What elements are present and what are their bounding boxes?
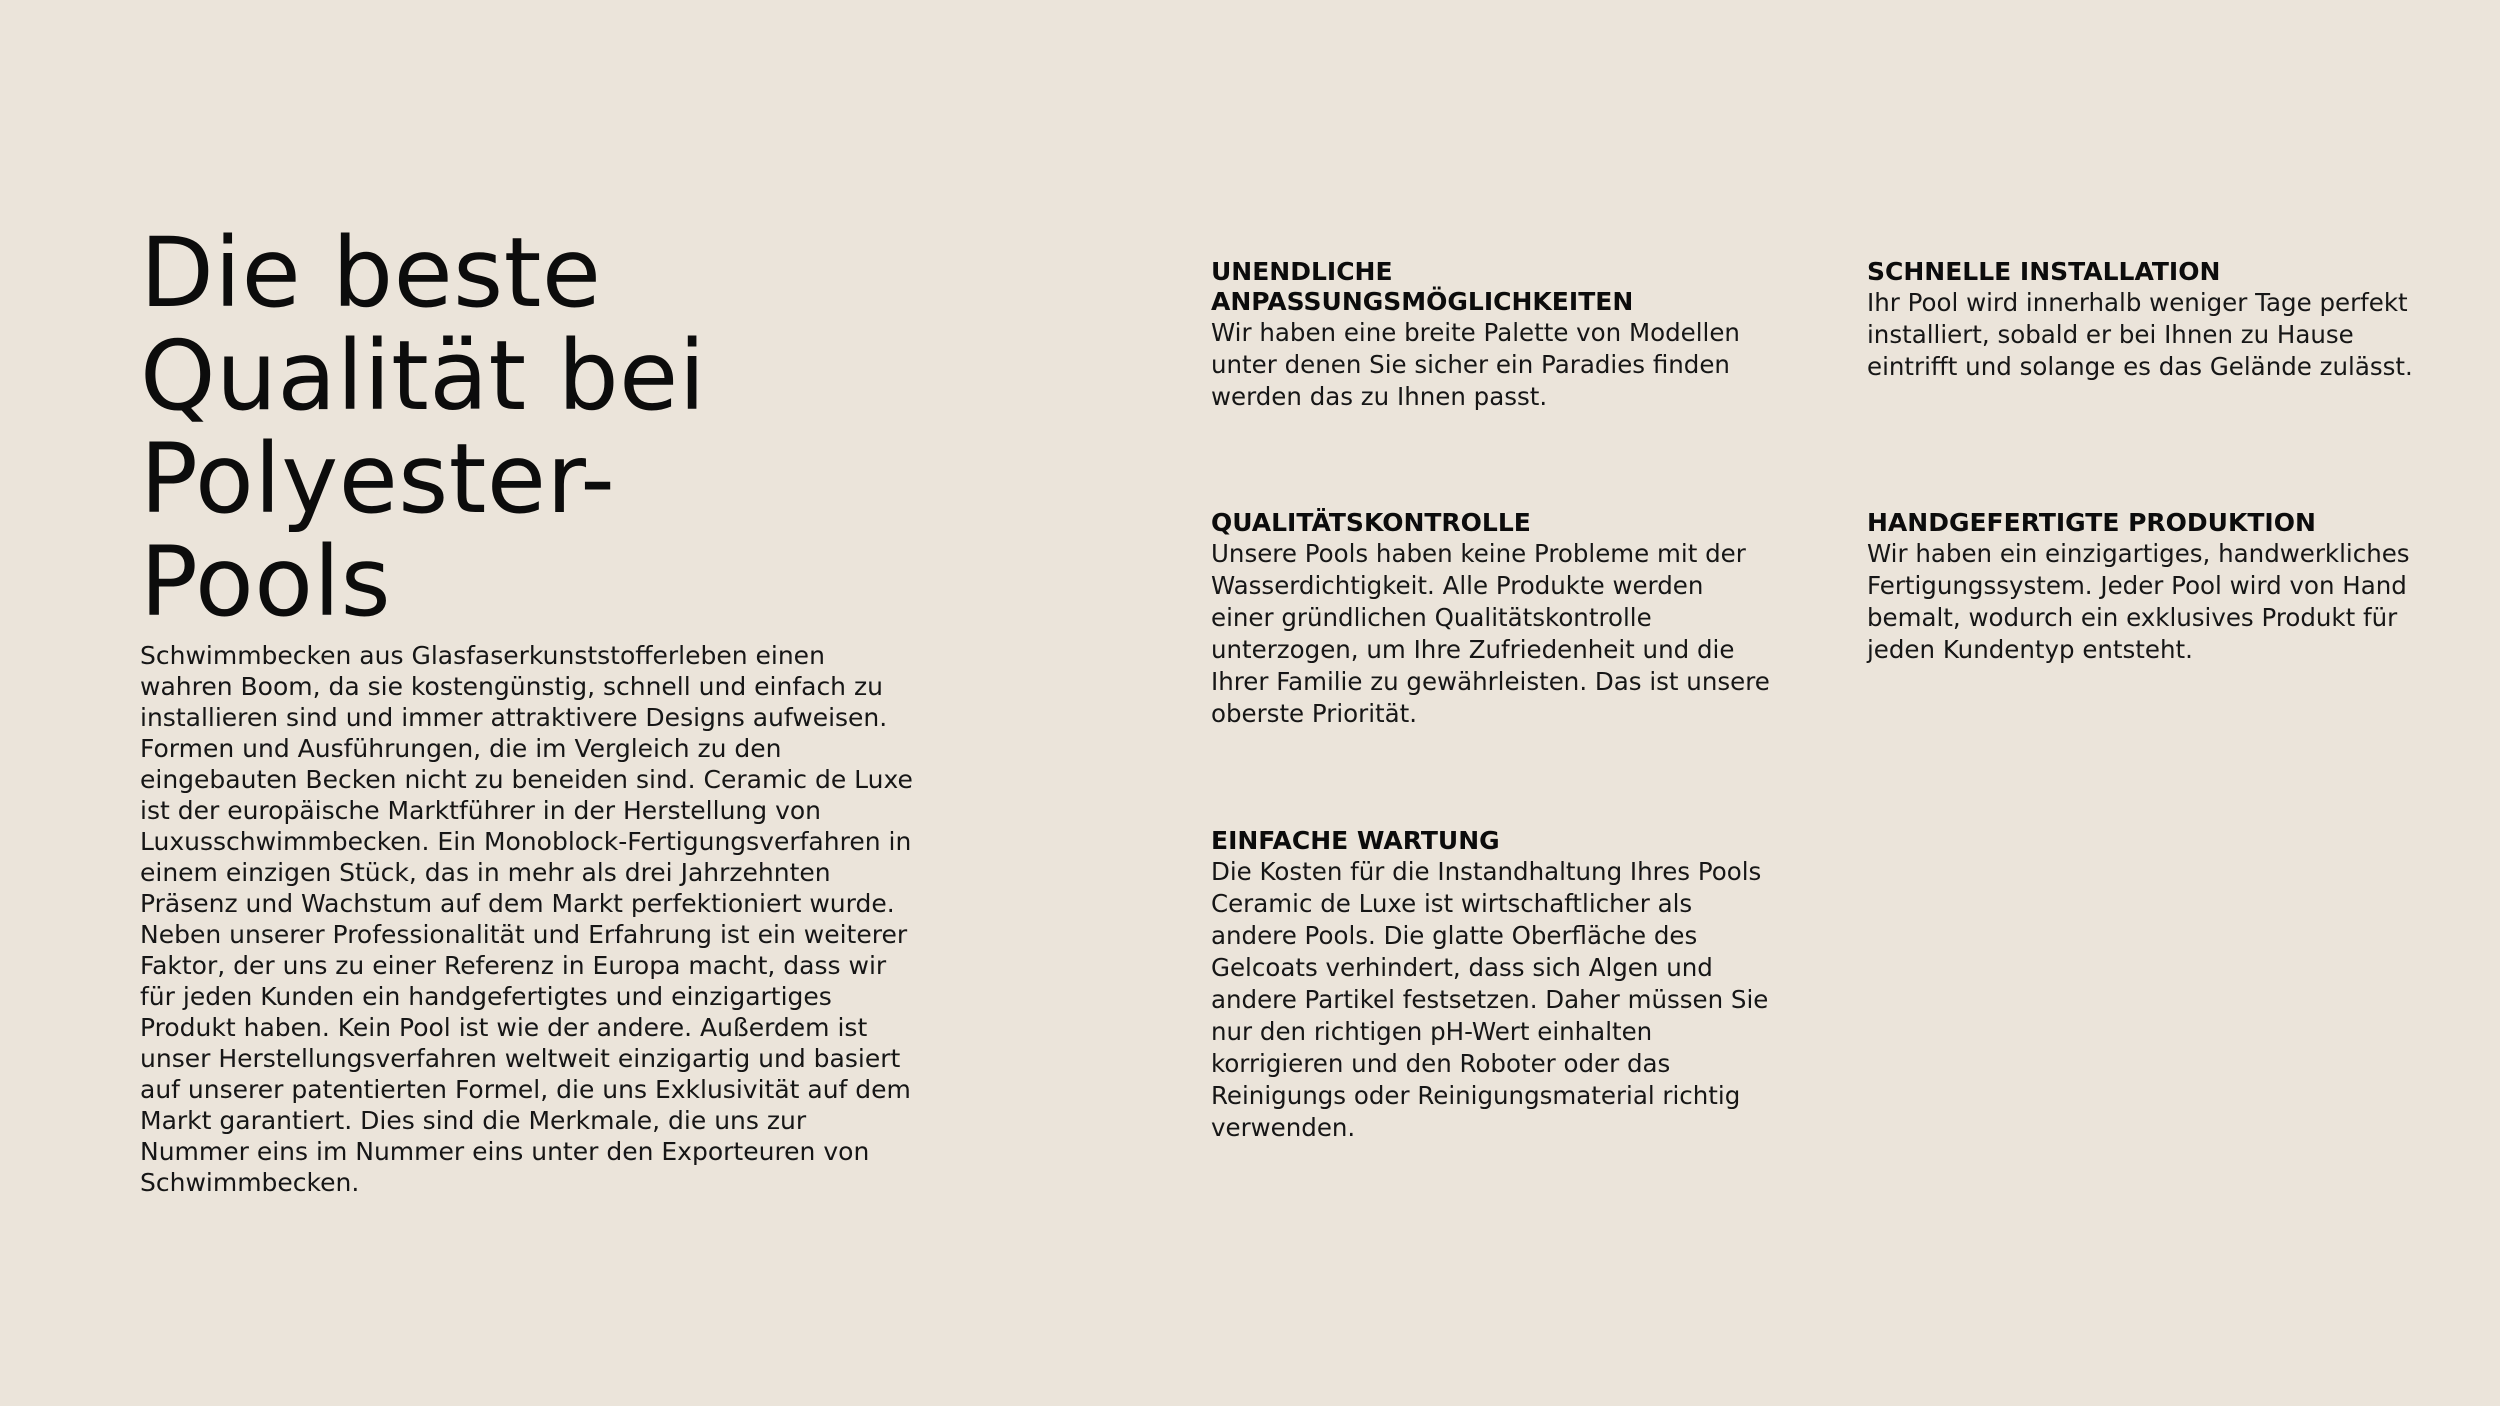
feature-text: Wir haben ein einzigartiges, handwerkliches Fertigungssystem. Jeder Pool wird von Hand bemalt, wodurch ein exklusives Produkt für jeden Kundentyp entsteht. — [1867, 539, 2410, 664]
feature-title: HANDGEFERTIGTE PRODUKTION — [1867, 508, 2316, 537]
feature-title: UNENDLICHE ANPASSUNGSMÖGLICHKEITEN — [1211, 257, 1634, 316]
feature-title: SCHNELLE INSTALLATION — [1867, 257, 2221, 286]
feature-easy-maintenance — [1211, 826, 1771, 1144]
title-line: Die beste — [140, 217, 602, 329]
feature-text: Unsere Pools haben keine Probleme mit der Wasserdichtigkeit. Alle Produkte werden einer gründlichen Qualitätskontrolle unterzogen, um Ihre Zufriedenheit und die Ihrer Familie zu gewährleisten. Das ist unsere oberste Priorität. — [1211, 539, 1770, 728]
feature-customization — [1211, 257, 1771, 413]
title-line: Pools — [140, 526, 392, 638]
feature-quality-control — [1211, 508, 1771, 730]
feature-text: Wir haben eine breite Palette von Modellen unter denen Sie sicher ein Paradies finden werden das zu Ihnen passt. — [1211, 318, 1740, 411]
feature-title: QUALITÄTSKONTROLLE — [1211, 508, 1531, 537]
feature-text: Die Kosten für die Instandhaltung Ihres Pools Ceramic de Luxe ist wirtschaftlicher als andere Pools. Die glatte Oberfläche des Gelcoats verhindert, dass sich Algen und andere Partikel festsetzen. Daher müssen Sie nur den richtigen pH-Wert einhalten korrigieren und den Roboter oder das Reinigungs oder Reinigungsmaterial richtig verwenden. — [1211, 857, 1769, 1142]
page-title — [140, 217, 940, 638]
feature-title: EINFACHE WARTUNG — [1211, 826, 1500, 855]
feature-handmade-production — [1867, 508, 2427, 666]
title-line: Qualität bei — [140, 320, 706, 432]
feature-text: Ihr Pool wird innerhalb weniger Tage perfekt installiert, sobald er bei Ihnen zu Hause eintrifft und solange es das Gelände zulässt. — [1867, 288, 2413, 381]
title-line: Polyester- — [140, 423, 616, 535]
feature-installation — [1867, 257, 2427, 383]
intro-paragraph: Schwimmbecken aus Glasfaserkunststofferleben einen wahren Boom, da sie kostengünstig, schnell und einfach zu installieren sind und immer attraktivere Designs aufweisen. Formen und Ausführungen, die im Vergleich zu den eingebauten Becken nicht zu beneiden sind. Ceramic de Luxe ist der europäische Marktführer in der Herstellung von Luxusschwimmbecken. Ein Monoblock-Fertigungsverfahren in einem einzigen Stück, das in mehr als drei Jahrzehnten Präsenz und Wachstum auf dem Markt perfektioniert wurde. Neben unserer Professionalität und Erfahrung ist ein weiterer Faktor, der uns zu einer Referenz in Europa macht, dass wir für jeden Kunden ein handgefertigtes und einzigartiges Produkt haben. Kein Pool ist wie der andere. Außerdem ist unser Herstellungsverfahren weltweit einzigartig und basiert auf unserer patentierten Formel, die uns Exklusivität auf dem Markt garantiert. Dies sind die Merkmale, die uns zur Nummer eins im Nummer eins unter den Exporteuren von Schwimmbecken. — [140, 641, 913, 1197]
